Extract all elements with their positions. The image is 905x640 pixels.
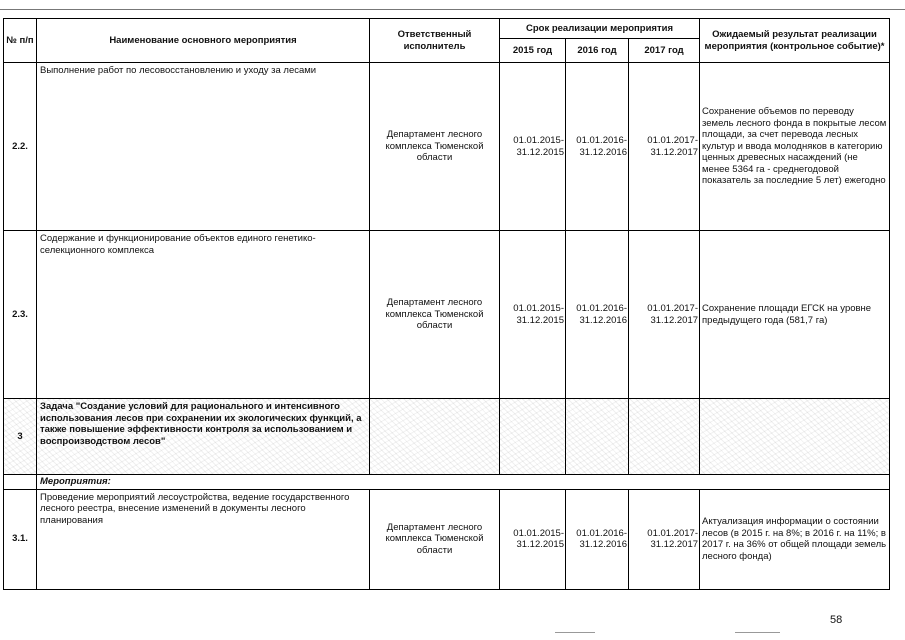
page-number: 58 [830,614,843,626]
row-date-2016: 01.01.2016-31.12.2016 [566,489,629,589]
row-num: 3.1. [4,489,37,589]
row-date-2015: 01.01.2015-31.12.2015 [500,63,566,231]
bottom-rule [735,632,780,633]
task-row [4,399,890,475]
row-name: Проведение мероприятий лесоустройства, ведение государственного лесного реестра, внесение изменений в документы лесного планирования [37,489,370,589]
header-year-2017: 2017 год [629,39,700,63]
top-rule [0,9,905,10]
row-date-2015: 01.01.2015-31.12.2015 [500,489,566,589]
row-date-2015: 01.01.2015-31.12.2015 [500,231,566,399]
row-num: 2.2. [4,63,37,231]
row-num: 2.3. [4,231,37,399]
measures-row [4,475,890,490]
row-result: Актуализация информации о состоянии лесов (в 2015 г. на 8%; в 2016 г. на 11%; в 2017 г. на 36% от общей площади земель лесного фонда) [700,489,890,589]
measures-label: Мероприятия: [37,475,890,490]
row-executor: Департамент лесного комплекса Тюменской области [370,231,500,399]
row-name: Выполнение работ по лесовосстановлению и уходу за лесами [37,63,370,231]
row-date-2017: 01.01.2017-31.12.2017 [629,63,700,231]
row-date-2016: 01.01.2016-31.12.2016 [566,63,629,231]
row-result: Сохранение площади ЕГСК на уровне предыдущего года (581,7 га) [700,231,890,399]
header-year-2016: 2016 год [566,39,629,63]
table-row [4,231,890,399]
header-year-2015: 2015 год [500,39,566,63]
table-row [4,489,890,589]
row-result: Сохранение объемов по переводу земель лесного фонда в покрытые лесом площади, за счет перевода лесных культур и ввода молодняков в категорию ценных древесных насаждений (не менее 5364 га - среднегодовой показатель за последние 5 лет) ежегодно [700,63,890,231]
task-name: Задача "Создание условий для рационального и интенсивного использования лесов при сохранении их экологических функций, а также повышение эффективности контроля за использованием и воспроизводством лесов" [37,399,370,475]
measures-table [3,18,890,590]
row-executor: Департамент лесного комплекса Тюменской области [370,63,500,231]
row-executor: Департамент лесного комплекса Тюменской области [370,489,500,589]
row-name: Содержание и функционирование объектов единого генетико-селекционного комплекса [37,231,370,399]
header-num: № п/п [4,19,37,63]
header-name: Наименование основного мероприятия [37,19,370,63]
bottom-rule [555,632,595,633]
row-date-2017: 01.01.2017-31.12.2017 [629,231,700,399]
row-date-2016: 01.01.2016-31.12.2016 [566,231,629,399]
table-row [4,63,890,231]
header-period: Срок реализации мероприятия [500,19,700,39]
task-num: 3 [4,399,37,475]
row-date-2017: 01.01.2017-31.12.2017 [629,489,700,589]
header-executor: Ответственный исполнитель [370,19,500,63]
header-result: Ожидаемый результат реализации мероприятия (контрольное событие)* [700,19,890,63]
